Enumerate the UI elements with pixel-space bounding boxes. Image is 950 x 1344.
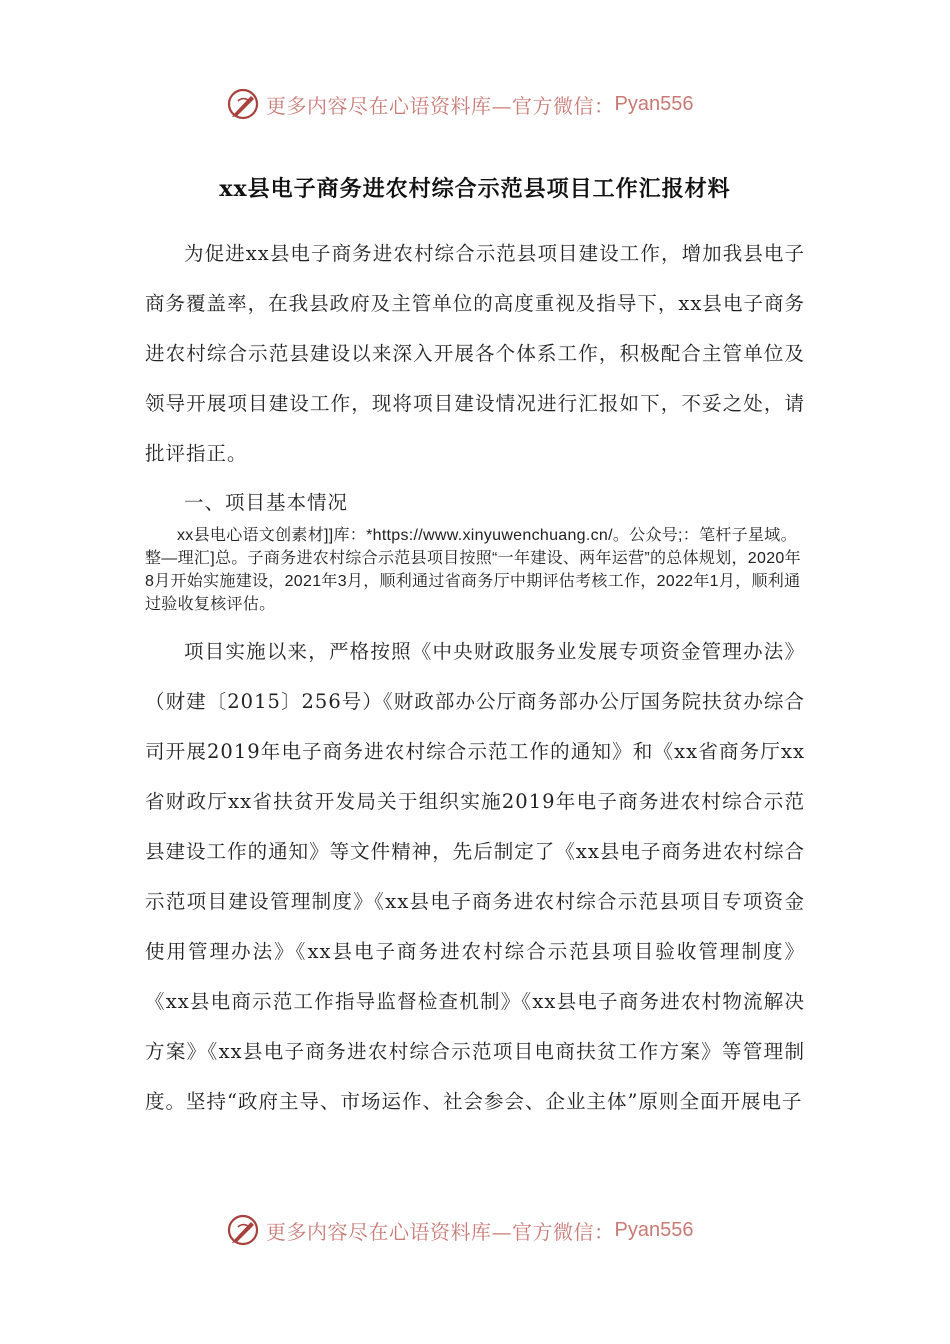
banner-wechat-id: Pyan556 [614,1218,694,1241]
banner-text: 更多内容尽在心语资料库—官方微信： [266,93,615,118]
section-heading [145,478,805,528]
section-heading-text: 一、项目基本情况 [184,491,349,514]
document-title: xx县电子商务进农村综合示范县项目工作汇报材料 [219,176,731,202]
footer-banner [226,1212,726,1248]
section-paragraph-2 [145,627,805,1127]
header-banner [226,86,726,122]
intro-paragraph [145,229,805,479]
banner-text: 更多内容尽在心语资料库—官方微信： [266,1219,615,1244]
section-paragraph-2-text: 项目实施以来，严格按照《中央财政服务业发展专项资金管理办法》（财建〔2015〕256号）《财政部办公厅商务部办公厅国务院扶贫办综合司开展2019年电子商务进农村综合示范工作的通知》和《xx省商务厅xx省财政厅xx省扶贫开发局关于组织实施2019年电子商务进农村综合示范县建设工作的通知》等文件精神，先后制定了《xx县电子商务进农村综合示范项目建设管理制度》《xx县电子商务进农村综合示范县项目专项资金使用管理办法》《xx县电子商务进农村综合示范县项目验收管理制度》《xx县电商示范工作指导监督检查机制》《xx县电子商务进农村物流解决方案》《xx县电子商务进农村综合示范项目电商扶贫工作方案》等管理制度。坚持“政府主导、市场运作、社会参会、企业主体”原则全面开展电子 [145,640,805,1113]
pen-logo-icon [226,1213,260,1247]
banner-wechat-id: Pyan556 [614,92,694,115]
pen-logo-icon [226,87,260,121]
intro-text: 为促进xx县电子商务进农村综合示范县项目建设工作，增加我县电子商务覆盖率，在我县政府及主管单位的高度重视及指导下，xx县电子商务进农村综合示范县建设以来深入开展各个体系工作，积极配合主管单位及领导开展项目建设工作，现将项目建设情况进行汇报如下，不妥之处，请批评指正。 [145,242,805,465]
section-paragraph-1: xx县电心语文创素材]]库：*https://www.xinyuwenchuang.cn/。公众号;：笔杆子星域。整—理汇]总。子商务进农村综合示范县项目按照“一年建设、两年运营”的总体规划，2020年8月开始实施建设，2021年3月，顺利通过省商务厅中期评估考核工作，2022年1月，顺利通过验收复核评估。 [145,527,801,613]
